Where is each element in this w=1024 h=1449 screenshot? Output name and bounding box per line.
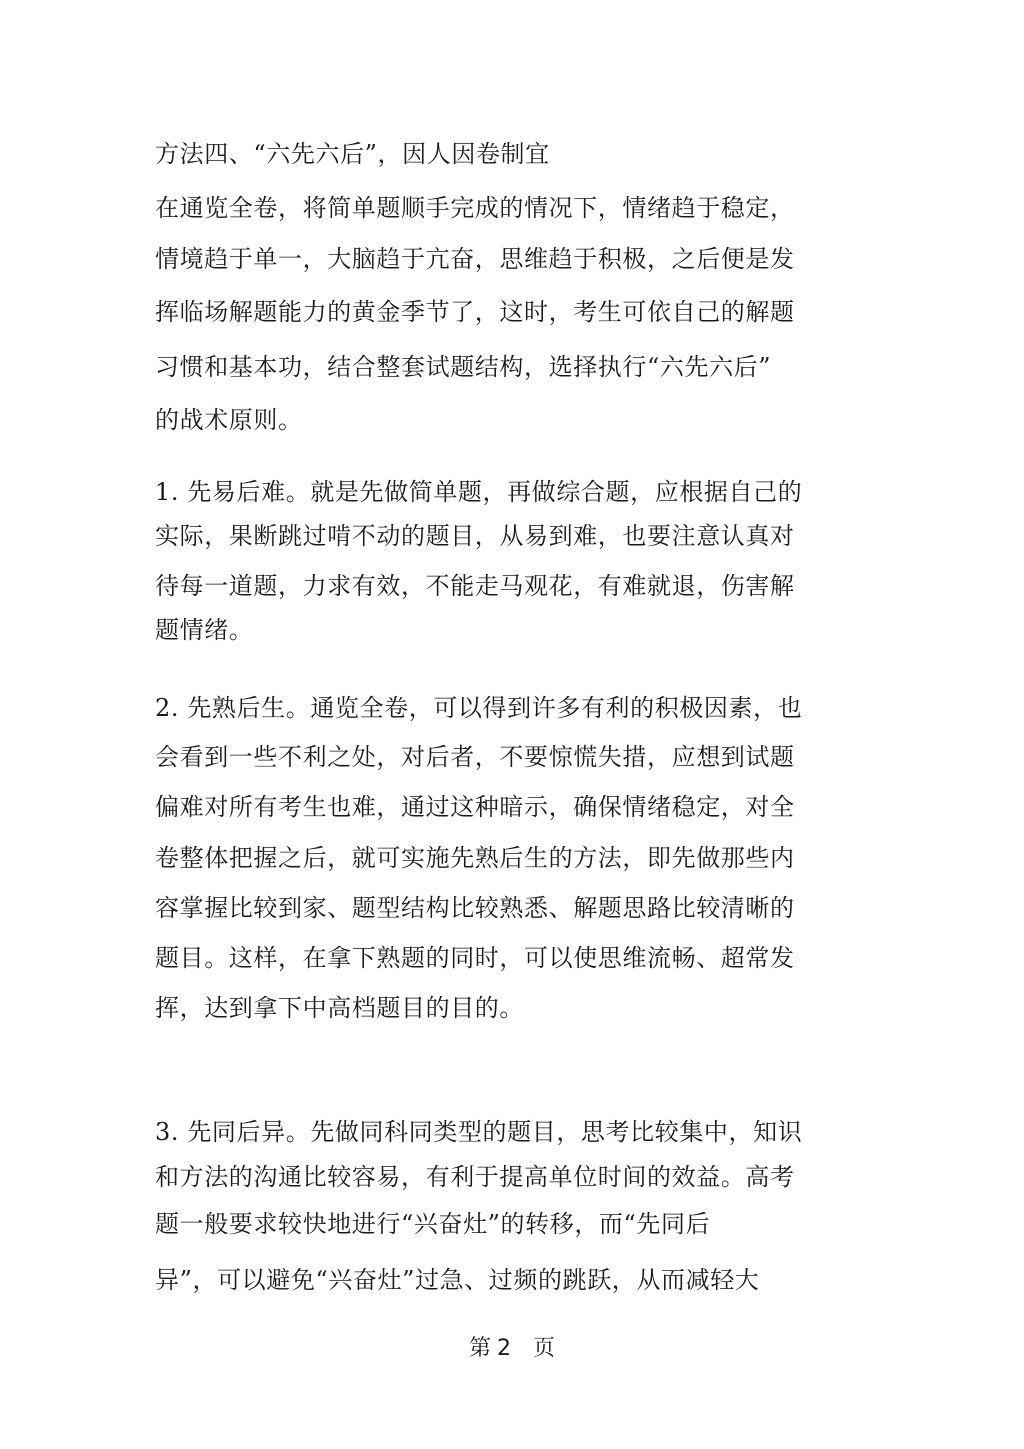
item3-line-4: 异”，可以避免“兴奋灶”过急、过频的跳跃，从而减轻大 — [155, 1266, 760, 1294]
item2-line-6: 题目。这样，在拿下熟题的同时，可以使思维流畅、超常发 — [155, 944, 795, 972]
item2-line-3: 偏难对所有考生也难，通过这种暗示，确保情绪稳定，对全 — [155, 793, 795, 821]
item2-line-7: 挥，达到拿下中高档题目的目的。 — [155, 994, 524, 1022]
item3-line-3: 题一般要求较快地进行“兴奋灶”的转移，而“先同后 — [155, 1210, 711, 1238]
intro-line-4: 习惯和基本功，结合整套试题结构，选择执行“六先六后” — [155, 353, 772, 381]
intro-line-1: 在通览全卷，将简单题顺手完成的情况下，情绪趋于稳定， — [155, 194, 795, 222]
item1-line-1: 1. 先易后难。就是先做简单题，再做综合题，应根据自己的 — [155, 478, 803, 506]
item2-line-4: 卷整体把握之后，就可实施先熟后生的方法，即先做那些内 — [155, 844, 795, 872]
item3-line-2: 和方法的沟通比较容易，有利于提高单位时间的效益。高考 — [155, 1163, 795, 1191]
item1-line-2: 实际，果断跳过啃不动的题目，从易到难，也要注意认真对 — [155, 522, 795, 550]
item3-line-1: 3. 先同后异。先做同科同类型的题目，思考比较集中，知识 — [155, 1118, 803, 1146]
section-heading: 方法四、“六先六后”，因人因卷制宜 — [155, 140, 550, 168]
intro-line-5: 的战术原则。 — [155, 406, 303, 434]
item1-line-3: 待每一道题，力求有效，不能走马观花，有难就退，伤害解 — [155, 572, 795, 600]
footer-suffix: 页 — [533, 1336, 556, 1361]
footer-prefix: 第 — [468, 1336, 491, 1361]
intro-line-3: 挥临场解题能力的黄金季节了，这时，考生可依自己的解题 — [155, 298, 795, 326]
item2-line-5: 容掌握比较到家、题型结构比较熟悉、解题思路比较清晰的 — [155, 894, 795, 922]
intro-line-2: 情境趋于单一，大脑趋于亢奋，思维趋于积极，之后便是发 — [155, 245, 795, 273]
item2-line-2: 会看到一些不利之处，对后者，不要惊慌失措，应想到试题 — [155, 743, 795, 771]
item1-line-4: 题情绪。 — [155, 616, 254, 644]
page-number: 2 — [497, 1336, 511, 1361]
item2-line-1: 2. 先熟后生。通览全卷，可以得到许多有利的积极因素，也 — [155, 694, 803, 722]
page-footer — [0, 1334, 1024, 1364]
